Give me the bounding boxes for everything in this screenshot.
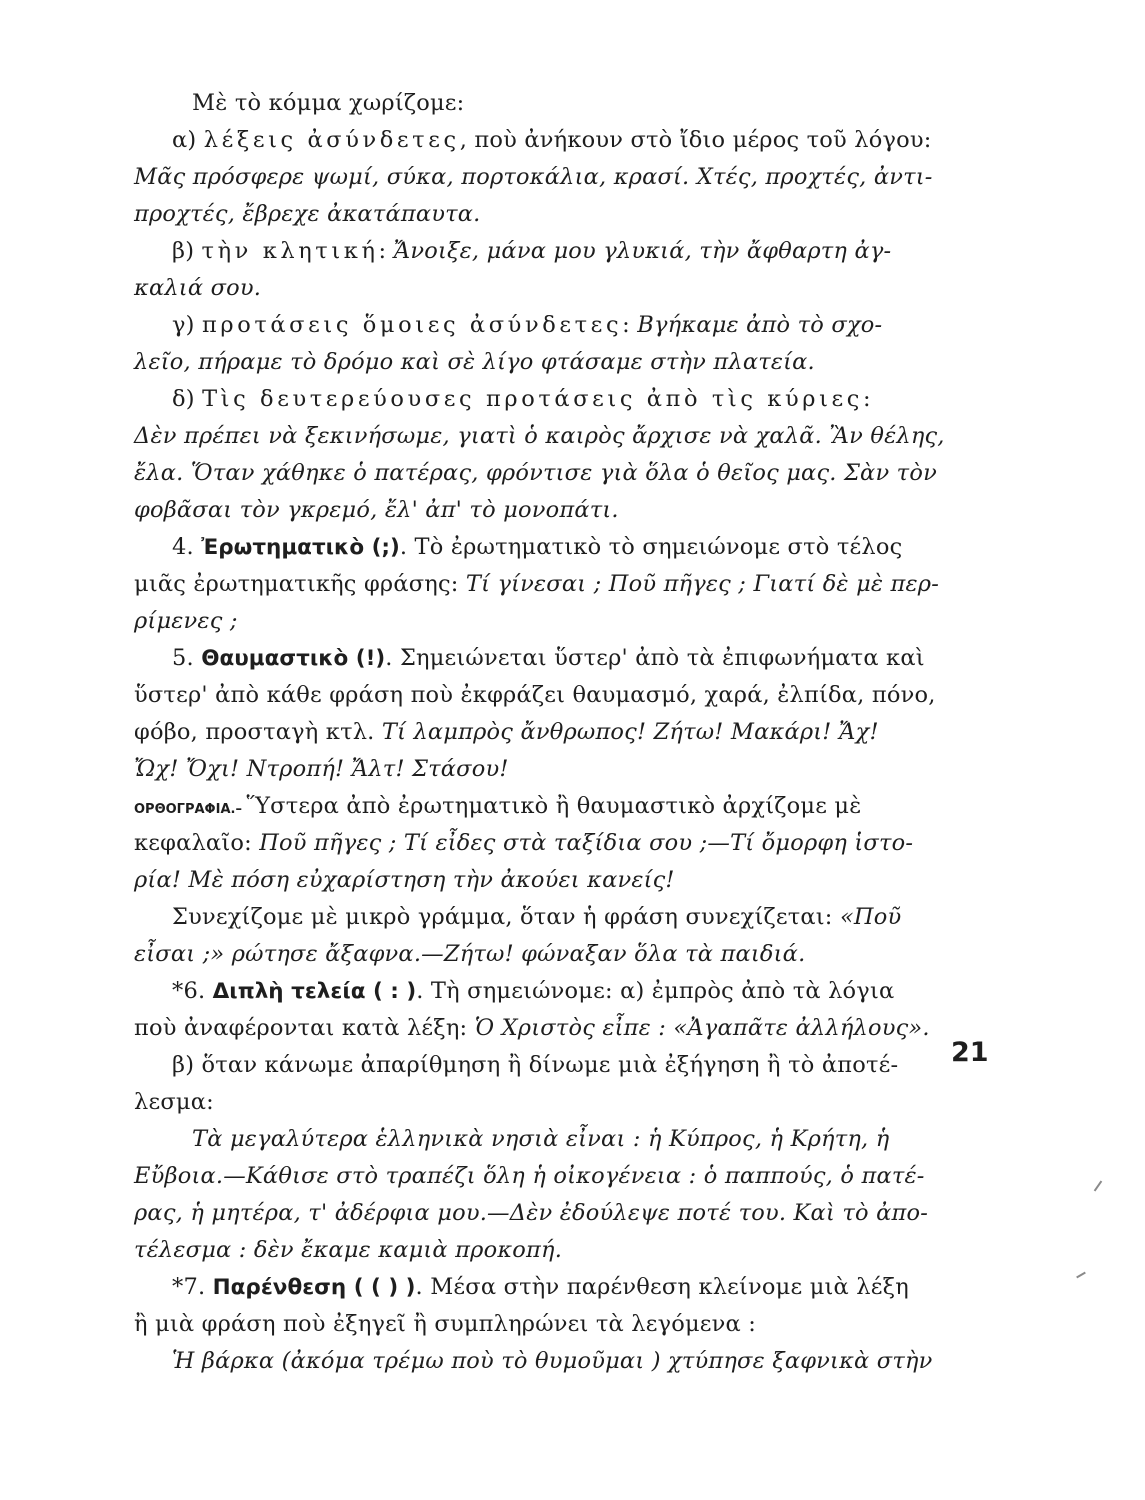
text-run: τέλεσμα : δὲν ἔκαμε καμιὰ προκοπή. <box>134 1237 563 1263</box>
text-run: : <box>862 386 871 412</box>
text-run: ΟΡΘΟΓΡΑΦΙΑ.– <box>134 802 247 817</box>
text-run: , ποὺ ἀνήκουν στὸ ἴδιο μέρος τοῦ λόγου: <box>459 127 932 153</box>
text-run: : <box>622 312 638 338</box>
text-line <box>134 458 937 488</box>
text-line <box>134 495 619 525</box>
paper-speck <box>1094 1181 1103 1192</box>
text-line <box>134 347 815 377</box>
text-run: κεφαλαῖο: <box>134 830 260 856</box>
text-run: *6. <box>172 978 213 1004</box>
text-run: Εὔβοια.—Κάθισε στὸ τραπέζι ὅλη ἡ οἰκογένεια : ὁ παππούς, ὁ πατέ- <box>134 1163 925 1189</box>
text-run: ποὺ ἀναφέρονται κατὰ λέξη: <box>134 1015 475 1041</box>
text-run: μιᾶς ἐρωτηματικῆς φράσης: <box>134 571 466 597</box>
text-run: Ἐρωτηματικὸ (;) <box>201 535 400 560</box>
text-run: Τὶς δευτερεύουσες προτάσεις ἀπὸ τὶς κύριες <box>202 386 863 412</box>
text-run: . Σημειώνεται ὕστερ' ἀπὸ τὰ ἐπιφωνήματα καὶ <box>385 645 925 671</box>
text-run: τὴν κλητική <box>201 238 379 264</box>
text-line <box>134 273 261 303</box>
text-run: λεῖο, πήραμε τὸ δρόμο καὶ σὲ λίγο φτάσαμε στὴν πλατεία. <box>134 349 815 375</box>
text-run: φόβο, προσταγὴ κτλ. <box>134 719 382 745</box>
text-run: β) <box>172 238 202 264</box>
text-line <box>134 1087 214 1117</box>
heading-line <box>172 643 925 674</box>
text-run: β) ὅταν κάνωμε ἀπαρίθμηση ἢ δίνωμε μιὰ ἐξήγηση ἢ τὸ ἀποτέ- <box>172 1052 899 1078</box>
text-run: Ὤχ! Ὄχι! Ντροπή! Ἄλτ! Στάσου! <box>134 756 509 782</box>
text-run: ρίμενες ; <box>134 608 238 634</box>
text-run: Θαυμαστικὸ (!) <box>201 646 386 671</box>
text-run: δ) <box>172 386 203 412</box>
text-line <box>134 865 675 895</box>
text-line <box>134 828 913 858</box>
text-line <box>134 569 939 599</box>
text-line <box>134 754 509 784</box>
text-run: Ὕστερα ἀπὸ ἐρωτηματικὸ ἢ θαυμαστικὸ ἀρχίζομε μὲ <box>246 793 862 819</box>
text-run: Τί γίνεσαι ; Ποῦ πῆγες ; Γιατί δὲ μὲ περ- <box>465 571 940 597</box>
text-run: Τί λαμπρὸς ἄνθρωπος! Ζήτω! Μακάρι! Ἄχ! <box>381 719 879 745</box>
text-run: : <box>378 238 394 264</box>
text-line <box>172 384 871 414</box>
text-run: λεσμα: <box>134 1089 214 1115</box>
text-line <box>134 1013 930 1043</box>
text-run: ἔλα. Ὅταν χάθηκε ὁ πατέρας, φρόντισε γιὰ ὅλα ὁ θεῖος μας. Σὰν τὸν <box>134 460 937 486</box>
text-run: Μᾶς πρόσφερε ψωμί, σύκα, πορτοκάλια, κρασί. Χτές, προχτές, ἀντι- <box>134 164 933 190</box>
text-run: α) <box>172 127 204 153</box>
text-run: γ) <box>172 312 202 338</box>
text-run: προχτές, ἔβρεχε ἀκατάπαυτα. <box>134 201 481 227</box>
example-line <box>192 1124 889 1154</box>
text-run: «Ποῦ <box>839 904 902 930</box>
text-run: 5. <box>172 645 202 671</box>
text-run: Τὰ μεγαλύτερα ἑλληνικὰ νησιὰ εἶναι : ἡ Κύπρος, ἡ Κρήτη, ἡ <box>192 1126 890 1152</box>
text-line <box>134 680 936 710</box>
example-line <box>172 1346 933 1376</box>
text-run: Ποῦ πῆγες ; Τί εἶδες στὰ ταξίδια σου ;—Τί ὄμορφη ἱστο- <box>259 830 914 856</box>
text-run: Βγήκαμε ἀπὸ τὸ σχο- <box>637 312 883 338</box>
page-number: 21 <box>951 1037 989 1068</box>
heading-line <box>172 532 902 563</box>
text-run: Παρένθεση ( ( ) ) <box>212 1275 416 1300</box>
text-run: Ἄνοιξε, μάνα μου γλυκιά, τὴν ἄφθαρτη ἀγ- <box>393 238 892 264</box>
text-line <box>134 717 879 747</box>
text-run: Δὲν πρέπει νὰ ξεκινήσωμε, γιατὶ ὁ καιρὸς ἄρχισε νὰ χαλᾶ. Ἂν θέλης, <box>134 423 945 449</box>
text-run: . Τὸ ἐρωτηματικὸ τὸ σημειώνομε στὸ τέλος <box>399 534 903 560</box>
text-run: Συνεχίζομε μὲ μικρὸ γράμμα, ὅταν ἡ φράση συνεχίζεται: <box>172 904 840 930</box>
text-line <box>134 162 933 192</box>
text-run: Μὲ τὸ κόμμα χωρίζομε: <box>192 90 465 116</box>
text-line <box>134 199 481 229</box>
text-line <box>172 310 882 340</box>
example-line <box>134 1235 562 1265</box>
text-line <box>172 236 891 266</box>
text-run: καλιά σου. <box>134 275 262 301</box>
text-run: *7. <box>172 1274 213 1300</box>
text-run: ρας, ἡ μητέρα, τ' ἀδέρφια μου.—Δὲν ἐδούλεψε ποτέ του. Καὶ τὸ ἀπο- <box>134 1200 928 1226</box>
example-line <box>134 1198 928 1228</box>
text-run: Διπλὴ τελεία ( : ) <box>212 979 417 1004</box>
text-run: προτάσεις ὅμοιες ἀσύνδετες <box>201 312 623 338</box>
heading-line <box>172 976 894 1007</box>
paper-speck <box>1076 1272 1086 1279</box>
text-line <box>192 88 464 118</box>
text-line <box>134 1309 756 1339</box>
text-line <box>172 1050 898 1080</box>
text-run: 4. <box>172 534 202 560</box>
text-run: Ἡ βάρκα (ἀκόμα τρέμω ποὺ τὸ θυμοῦμαι ) χτύπησε ξαφνικὰ στὴν <box>172 1348 933 1374</box>
text-run: ρία! Μὲ πόση εὐχαρίστηση τὴν ἀκούει κανείς! <box>134 867 675 893</box>
text-run: λέξεις ἀσύνδετες <box>203 127 460 153</box>
text-line <box>172 902 901 932</box>
text-run: . Τὴ σημειώνομε: α) ἐμπρὸς ἀπὸ τὰ λόγια <box>416 978 895 1004</box>
text-run: . Μέσα στὴν παρένθεση κλείνομε μιὰ λέξη <box>415 1274 909 1300</box>
text-line <box>134 939 805 969</box>
text-line <box>172 125 932 155</box>
text-line <box>134 606 238 636</box>
example-line <box>134 1161 925 1191</box>
text-run: Ὁ Χριστὸς εἶπε : «Ἀγαπᾶτε ἀλλήλους». <box>474 1015 930 1041</box>
text-line <box>134 421 945 451</box>
heading-line <box>172 1272 909 1303</box>
text-run: φοβᾶσαι τὸν γκρεμό, ἔλ' ἀπ' τὸ μονοπάτι. <box>134 497 619 523</box>
text-run: ἢ μιὰ φράση ποὺ ἐξηγεῖ ἢ συμπληρώνει τὰ λεγόμενα : <box>134 1311 757 1337</box>
text-run: ὕστερ' ἀπὸ κάθε φράση ποὺ ἐκφράζει θαυμασμό, χαρά, ἐλπίδα, πόνο, <box>134 682 936 708</box>
text-run: εἶσαι ;» ρώτησε ἄξαφνα.—Ζήτω! φώναξαν ὅλα τὰ παιδιά. <box>134 941 806 967</box>
orthography-note <box>134 791 862 825</box>
